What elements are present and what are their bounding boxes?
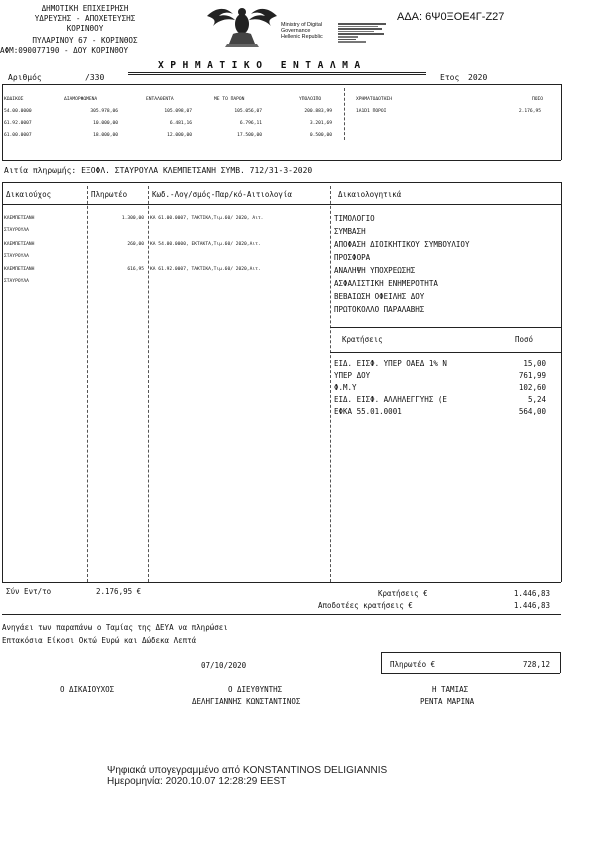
budget-col-amount: ΠΟΣΟ <box>532 97 544 102</box>
deductions-col-amount: Ποσό <box>515 335 534 344</box>
org-tax-id: ΑΦΜ:090077190 - ΔΟΥ ΚΟΡΙΝΘΟΥ <box>0 46 129 55</box>
org-line-1: ΔΗΜΟΤΙΚΗ ΕΠΙΧΕΙΡΗΣΗ <box>41 4 129 13</box>
document-title: ΧΡΗΜΑΤΙΚΟ ΕΝΤΑΛΜΑ <box>158 60 367 71</box>
ministry-line-3: Hellenic Republic <box>281 34 323 41</box>
year-label: Ετος <box>440 73 460 82</box>
total-value: 2.176,95 € <box>96 587 142 596</box>
amount-in-words: Επτακόσια Είκοσι Οκτώ Ευρώ και Δώδεκα Λεπτά <box>2 636 197 645</box>
digital-signature-line-1: Ψηφιακά υπογεγραμμένο από KONSTANTINOS DELIGIANNIS <box>107 765 388 776</box>
items-col-documents: Δικαιολογητικά <box>338 190 402 199</box>
document-item: ΠΡΩΤΟΚΟΛΛΟ ΠΑΡΑΛΑΒΗΣ <box>334 305 425 314</box>
signature-name-cashier: ΡΕΝΤΑ ΜΑΡΙΝΑ <box>420 697 475 706</box>
document-item: ΠΡΟΣΦΟΡΑ <box>334 253 371 262</box>
total-label: Σύν Εντ/το <box>6 587 52 596</box>
signature-name-director: ΔΕΛΗΓΙΑΝΝΗΣ ΚΩΝΣΤΑΝΤΙΝΟΣ <box>192 697 301 706</box>
deductions-col-name: Κρατήσεις <box>342 335 383 344</box>
budget-col-formed: ΔΙΑΜΟΡΦΩΜΕΝΑ <box>64 97 98 102</box>
signature-role-director: Ο ΔΙΕΥΘΥΝΤΗΣ <box>228 685 283 694</box>
items-col-payable: Πληρωτέο <box>91 190 128 199</box>
payable-value: 728,12 <box>522 660 550 669</box>
number-label: Αριθμός <box>8 73 42 82</box>
budget-col-current: ΜΕ ΤΟ ΠΑΡΟΝ <box>214 97 245 102</box>
deductions-total-label: Κρατήσεις € <box>378 589 428 598</box>
document-item: ΒΕΒΑΙΩΣΗ ΟΦΕΙΛΗΣ ΔΟΥ <box>334 292 425 301</box>
org-line-2: ΥΔΡΕΥΣΗΣ - ΑΠΟΧΕΤΕΥΣΗΣ <box>34 14 136 23</box>
document-item: ΤΙΜΟΛΟΓΙΟ <box>334 214 375 223</box>
payable-deductions-value: 1.446,83 <box>513 601 550 610</box>
phoenix-emblem-icon <box>203 4 281 48</box>
document-item: ΑΠΟΦΑΣΗ ΔΙΟΙΚΗΤΙΚΟΥ ΣΥΜΒΟΥΛΙΟΥ <box>334 240 470 249</box>
budget-col-remaining: ΥΠΟΛΟΙΠΟ <box>299 97 322 102</box>
ministry-line-2: Governance <box>281 28 311 35</box>
payment-instruction: Ανηγάει των παραπάνω ο Ταμίας της ΔΕΥΑ να πληρώσει <box>2 623 228 632</box>
digital-signature-line-2: Ημερομηνία: 2020.10.07 12:28:29 EEST <box>107 776 287 787</box>
document-page: ΔΗΜΟΤΙΚΗ ΕΠΙΧΕΙΡΗΣΗ ΥΔΡΕΥΣΗΣ - ΑΠΟΧΕΤΕΥΣΗΣ ΚΟΡΙΝΘΟΥ ΠΥΛΑΡΙΝΟΥ 67 - ΚΟΡΙΝΘΟΣ ΑΦΜ:090077190 - ΔΟΥ ΚΟΡΙΝΘΟΥ Ministry of Digital Governance Hellenic Republic ΑΔΑ: 6Ψ0ΞΟΕ4Γ-Ζ27 ΧΡΗΜΑΤΙΚΟ ΕΝΤΑΛΜΑ Αριθμός /330 Ετος 2020 ΚΩΔΙΚΟΣ ΔΙΑΜΟΡΦΩΜΕΝΑ ΕΝΤΑΛΘΕΝΤΑ ΜΕ ΤΟ ΠΑΡΟΝ ΥΠΟΛΟΙΠΟ ΧΡΗΜΑΤΟΔΟΤΗΣΗ ΠΟΣΟ 54.00.0000 305.978,06 105.098,07 105.056,07 200.883,99 61.92.0007 10.000,00 6.481,16 6.796,11 3.201,69 61.00.0007 18.000,00 12.000,00 17.500,00 0.500,00 1A1D1 ΠΟΡΟΙ 2.176,95 Αιτία πληρωμής: ΕΞΟΦΛ. ΣΤΑΥΡΟΥΛΑ ΚΛΕΜΠΕΤΣΑΝΗ ΣΥΜΒ. 712/31-3-2020 Δικαιούχος Πληρωτέο Κωδ.-Λογ/σμός-Παρ/κό-Αιτιολογία Δικαιολογητικά ΚΛΕΜΠΕΤΣΑΝΗ 1.300,00 ΚΑ 61.00.0007, ΤΑΚΤΙΚΑ,Τιμ.60/ 2020, Αιτ. ΣΤΑΥΡΟΥΛΑ ΚΛΕΜΠΕΤΣΑΝΗ 260,00 ΚΑ 54.00.0000, ΕΚΤΑΚΤΑ,Τιμ.60/ 2020,Αιτ. ΣΤΑΥΡΟΥΛΑ ΚΛΕΜΠΕΤΣΑΝΗ 616,95 ΚΑ 61.92.0007, ΤΑΚΤΙΚΑ,Τιμ.60/ 2020,Αιτ. ΣΤΑΥΡΟΥΛΑ ΤΙΜΟΛΟΓΙΟ ΣΥΜΒΑΣΗ ΑΠΟΦΑΣΗ ΔΙΟΙΚΗΤΙΚΟΥ ΣΥΜΒΟΥΛΙΟΥ ΠΡΟΣΦΟΡΑ ΑΝΑΛΗΨΗ ΥΠΟΧΡΕΩΣΗΣ ΑΣΦΑΛΙΣΤΙΚΗ ΕΝΗΜΕΡΟΤΗΤΑ ΒΕΒΑΙΩΣΗ ΟΦΕΙΛΗΣ ΔΟΥ ΠΡΩΤΟΚΟΛΛΟ ΠΑΡΑΛΑΒΗΣ Κρατήσεις Ποσό ΕΙΔ. ΕΙΣΦ. ΥΠΕΡ ΟΑΕΔ 1% Ν 15,00 ΥΠΕΡ ΔΟΥ 761,99 Φ.Μ.Υ 102,60 ΕΙΔ. ΕΙΣΦ. ΑΛΛΗΛΕΓΓΥΗΣ (Ε 5,24 ΕΦΚΑ 55.01.0001 564,00 Σύν Εντ/το 2.176,95 € Κρατήσεις € 1.446,83 Αποδοτέες κρατήσεις € 1.446,83 Ανηγάει των παραπάνω ο Ταμίας της ΔΕΥΑ να πληρώσει Επτακόσια Είκοσι Οκτώ Ευρώ και Δώδεκα Λεπτά 07/10/2020 Πληρωτέο € 728,12 Ο ΔΙΚΑΙΟΥΧΟΣ Ο ΔΙΕΥΘΥΝΤΗΣ ΔΕΛΗΓΙΑΝΝΗΣ ΚΩΝΣΤΑΝΤΙΝΟΣ Η ΤΑΜΙΑΣ ΡΕΝΤΑ ΜΑΡΙΝΑ Ψηφιακά υπογεγραμμένο από KONSTANTINOS DELIGIANNIS Ημερομηνία: 2020.10.07 12:28:29 EEST <box>0 0 595 842</box>
budget-col-funding: ΧΡΗΜΑΤΟΔΟΤΗΣΗ <box>356 97 392 102</box>
issue-date: 07/10/2020 <box>201 661 247 670</box>
number-value: /330 <box>85 73 105 82</box>
document-item: ΑΝΑΛΗΨΗ ΥΠΟΧΡΕΩΣΗΣ <box>334 266 416 275</box>
ministry-line-1: Ministry of Digital <box>281 22 323 28</box>
document-item: ΣΥΜΒΑΣΗ <box>334 227 366 236</box>
payment-reason: Αιτία πληρωμής: ΕΞΟΦΛ. ΣΤΑΥΡΟΥΛΑ ΚΛΕΜΠΕΤΣΑΝΗ ΣΥΜΒ. 712/31-3-2020 <box>4 166 313 175</box>
ministry-block <box>281 22 323 41</box>
budget-col-issued: ΕΝΤΑΛΘΕΝΤΑ <box>146 97 174 102</box>
org-line-3: ΚΟΡΙΝΘΟΥ <box>66 24 104 33</box>
signature-role-cashier: Η ΤΑΜΙΑΣ <box>432 685 469 694</box>
payable-label: Πληρωτέο € <box>390 660 436 669</box>
budget-col-code: ΚΩΔΙΚΟΣ <box>4 97 24 102</box>
payable-deductions-label: Αποδοτέες κρατήσεις € <box>318 601 413 610</box>
items-col-beneficiary: Δικαιούχος <box>6 190 52 199</box>
deductions-total-value: 1.446,83 <box>513 589 550 598</box>
org-line-4: ΠΥΛΑΡΙΝΟΥ 67 - ΚΟΡΙΝΘΟΣ <box>32 36 138 45</box>
year-value: 2020 <box>468 73 488 82</box>
signature-role-beneficiary: Ο ΔΙΚΑΙΟΥΧΟΣ <box>60 685 115 694</box>
signature-stamp-text <box>338 22 390 56</box>
ada-code: ΑΔΑ: 6Ψ0ΞΟΕ4Γ-Ζ27 <box>397 11 505 23</box>
items-col-description: Κωδ.-Λογ/σμός-Παρ/κό-Αιτιολογία <box>152 190 292 199</box>
document-item: ΑΣΦΑΛΙΣΤΙΚΗ ΕΝΗΜΕΡΟΤΗΤΑ <box>334 279 438 288</box>
